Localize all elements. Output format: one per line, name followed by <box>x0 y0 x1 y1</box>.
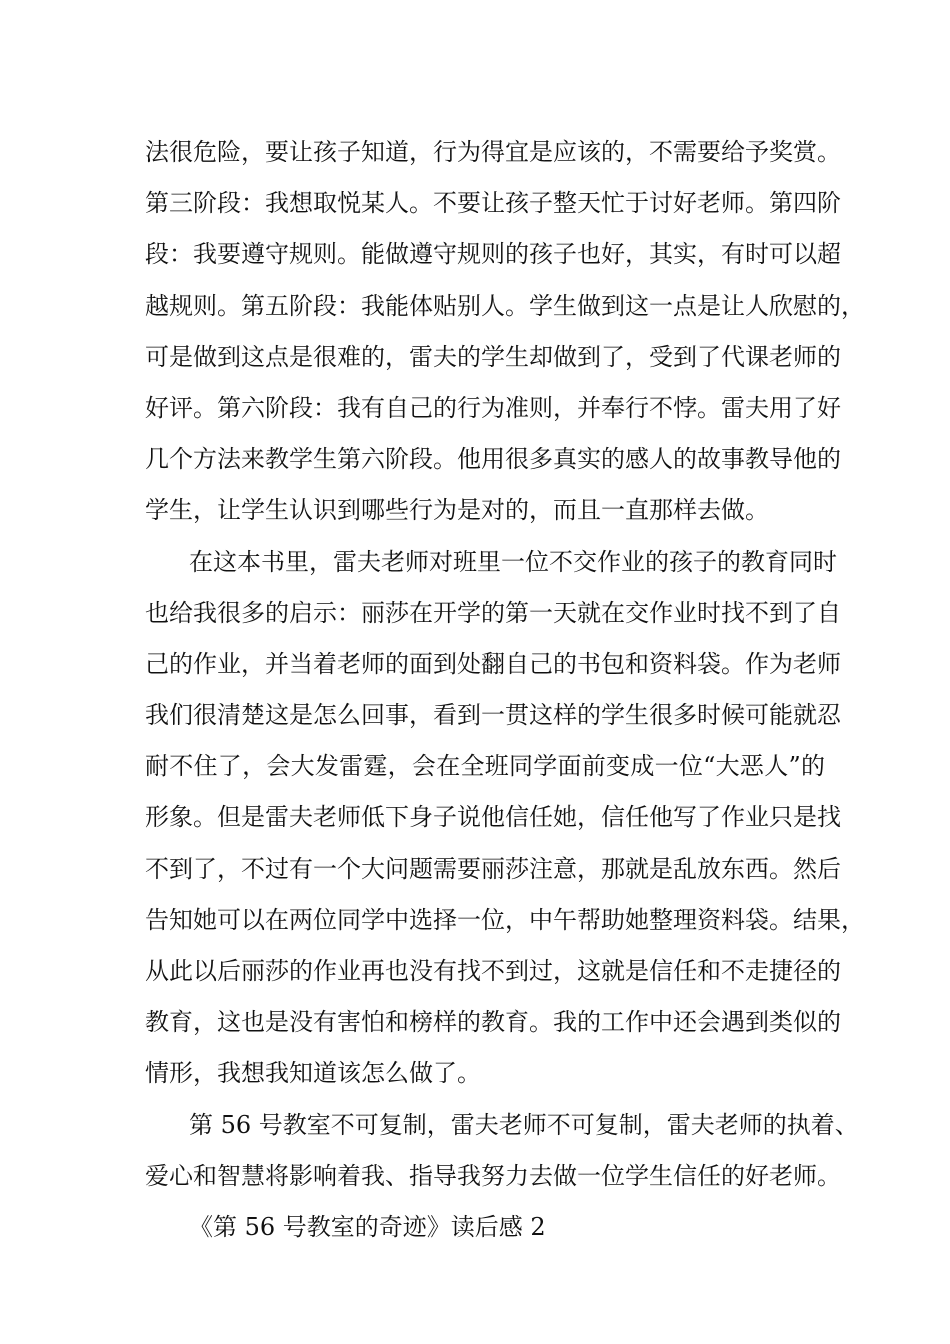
paragraph-line: 段：我要遵守规则。能做遵守规则的孩子也好，其实，有时可以超 <box>145 240 841 269</box>
paragraph <box>145 537 865 1100</box>
paragraph-line: 第三阶段：我想取悦某人。不要让孩子整天忙于讨好老师。第四阶 <box>145 189 841 218</box>
paragraph-line: 形象。但是雷夫老师低下身子说他信任她，信任他写了作业只是找 <box>145 803 841 832</box>
paragraph-line: 耐不住了，会大发雷霆，会在全班同学面前变成一位“大恶人”的 <box>145 752 825 781</box>
paragraph-line: 教育，这也是没有害怕和榜样的教育。我的工作中还会遇到类似的 <box>145 1008 841 1037</box>
paragraph-line: 第 56 号教室不可复制，雷夫老师不可复制，雷夫老师的执着、 <box>189 1110 859 1139</box>
paragraph <box>145 127 865 537</box>
paragraph-line: 己的作业，并当着老师的面到处翻自己的书包和资料袋。作为老师 <box>145 649 841 678</box>
paragraph-line: 也给我很多的启示：丽莎在开学的第一天就在交作业时找不到了自 <box>145 598 841 627</box>
paragraph <box>145 1100 859 1202</box>
paragraph-line: 几个方法来教学生第六阶段。他用很多真实的感人的故事教导他的 <box>145 445 841 474</box>
document-body <box>145 127 865 1253</box>
section-title <box>145 1202 825 1253</box>
paragraph-line: 情形，我想我知道该怎么做了。 <box>145 1059 481 1088</box>
paragraph-line: 不到了，不过有一个大问题需要丽莎注意，那就是乱放东西。然后 <box>145 854 841 883</box>
paragraph-line: 越规则。第五阶段：我能体贴别人。学生做到这一点是让人欣慰的， <box>145 291 865 320</box>
paragraph-line: 好评。第六阶段：我有自己的行为准则，并奉行不悖。雷夫用了好 <box>145 393 841 422</box>
paragraph-line: 爱心和智慧将影响着我、指导我努力去做一位学生信任的好老师。 <box>145 1161 841 1190</box>
paragraph-line: 学生，让学生认识到哪些行为是对的，而且一直那样去做。 <box>145 496 769 525</box>
paragraph-line: 可是做到这点是很难的，雷夫的学生却做到了，受到了代课老师的 <box>145 342 841 371</box>
paragraph-line: 《第 56 号教室的奇迹》读后感 2 <box>189 1212 546 1241</box>
paragraph-line: 法很危险，要让孩子知道，行为得宜是应该的，不需要给予奖赏。 <box>145 138 841 166</box>
paragraph-line: 告知她可以在两位同学中选择一位，中午帮助她整理资料袋。结果， <box>145 905 865 934</box>
paragraph-line: 从此以后丽莎的作业再也没有找不到过，这就是信任和不走捷径的 <box>145 957 841 985</box>
paragraph-line: 我们很清楚这是怎么回事，看到一贯这样的学生很多时候可能就忍 <box>145 701 841 730</box>
paragraph-line: 在这本书里，雷夫老师对班里一位不交作业的孩子的教育同时 <box>189 547 837 576</box>
